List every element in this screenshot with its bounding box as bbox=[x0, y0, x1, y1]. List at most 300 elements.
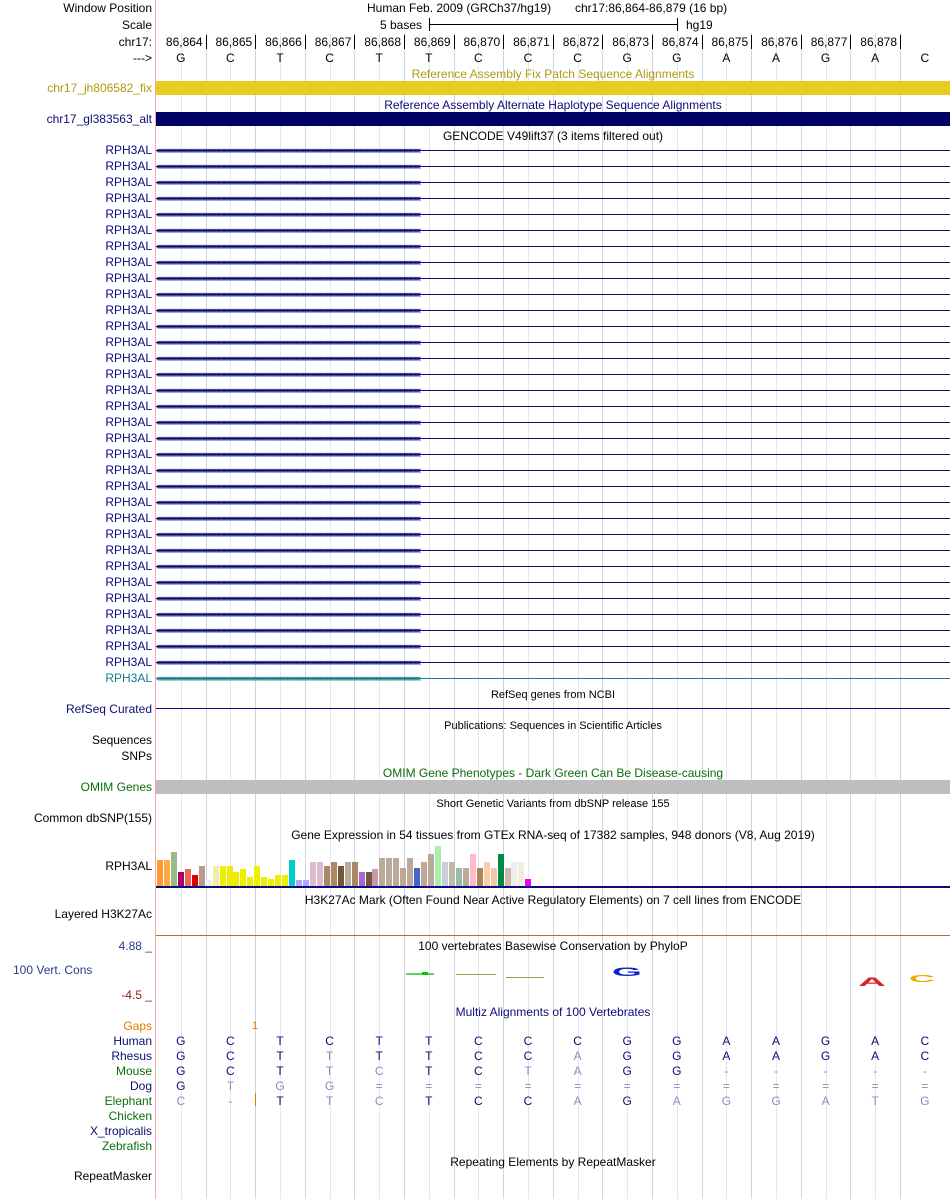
gtex-tissue-bar[interactable] bbox=[275, 875, 281, 886]
conservation-mark-2 bbox=[456, 974, 496, 975]
multiz-base: = bbox=[623, 1079, 631, 1093]
conservation-mark-1-peak bbox=[422, 972, 428, 975]
gencode-transcript-intron[interactable]: ‹‹‹‹‹‹‹‹‹‹‹‹‹‹‹‹‹‹‹‹‹‹‹‹‹‹‹‹‹‹‹‹‹‹‹‹‹‹‹‹‹‹‹‹‹‹‹‹‹‹‹‹‹‹‹‹‹‹‹‹‹‹‹‹‹‹‹‹‹‹‹‹‹‹‹‹‹‹‹‹‹‹‹‹‹‹‹‹‹‹‹‹‹‹‹‹‹‹‹‹‹‹‹‹‹‹‹‹‹‹‹‹‹‹‹‹‹‹‹‹‹‹‹‹‹‹‹‹‹‹‹‹‹‹‹‹‹‹‹‹‹‹‹‹‹‹‹‹‹‹‹‹‹‹‹‹‹‹‹‹‹‹‹‹‹‹‹‹‹‹‹‹‹‹‹‹‹‹‹‹‹‹‹‹‹‹‹‹‹‹‹‹‹‹‹‹‹‹‹‹‹‹‹‹‹‹‹‹‹‹‹‹‹‹‹‹‹‹‹‹‹‹‹‹‹‹‹‹‹‹‹‹‹‹‹‹‹‹‹‹ bbox=[156, 511, 950, 525]
gencode-transcript-label[interactable]: RPH3AL bbox=[105, 447, 152, 461]
multiz-base: C bbox=[374, 1094, 384, 1108]
ruler-tick-label: 86,866 bbox=[265, 35, 302, 49]
multiz-base: = bbox=[673, 1079, 681, 1093]
ruler-tick bbox=[751, 35, 752, 49]
gencode-transcript-intron[interactable]: ‹‹‹‹‹‹‹‹‹‹‹‹‹‹‹‹‹‹‹‹‹‹‹‹‹‹‹‹‹‹‹‹‹‹‹‹‹‹‹‹‹‹‹‹‹‹‹‹‹‹‹‹‹‹‹‹‹‹‹‹‹‹‹‹‹‹‹‹‹‹‹‹‹‹‹‹‹‹‹‹‹‹‹‹‹‹‹‹‹‹‹‹‹‹‹‹‹‹‹‹‹‹‹‹‹‹‹‹‹‹‹‹‹‹‹‹‹‹‹‹‹‹‹‹‹‹‹‹‹‹‹‹‹‹‹‹‹‹‹‹‹‹‹‹‹‹‹‹‹‹‹‹‹‹‹‹‹‹‹‹‹‹‹‹‹‹‹‹‹‹‹‹‹‹‹‹‹‹‹‹‹‹‹‹‹‹‹‹‹‹‹‹‹‹‹‹‹‹‹‹‹‹‹‹‹‹‹‹‹‹‹‹‹‹‹‹‹‹‹‹‹‹‹‹‹‹‹‹‹‹‹‹‹‹‹‹‹‹‹‹ bbox=[156, 175, 950, 189]
ruler-tick bbox=[255, 35, 256, 49]
multiz-base: - bbox=[823, 1064, 828, 1078]
fix-patch-track-title: Reference Assembly Fix Patch Sequence Alignments bbox=[411, 67, 695, 81]
gtex-tissue-bar[interactable] bbox=[213, 866, 219, 886]
gencode-transcript-intron[interactable]: ‹‹‹‹‹‹‹‹‹‹‹‹‹‹‹‹‹‹‹‹‹‹‹‹‹‹‹‹‹‹‹‹‹‹‹‹‹‹‹‹‹‹‹‹‹‹‹‹‹‹‹‹‹‹‹‹‹‹‹‹‹‹‹‹‹‹‹‹‹‹‹‹‹‹‹‹‹‹‹‹‹‹‹‹‹‹‹‹‹‹‹‹‹‹‹‹‹‹‹‹‹‹‹‹‹‹‹‹‹‹‹‹‹‹‹‹‹‹‹‹‹‹‹‹‹‹‹‹‹‹‹‹‹‹‹‹‹‹‹‹‹‹‹‹‹‹‹‹‹‹‹‹‹‹‹‹‹‹‹‹‹‹‹‹‹‹‹‹‹‹‹‹‹‹‹‹‹‹‹‹‹‹‹‹‹‹‹‹‹‹‹‹‹‹‹‹‹‹‹‹‹‹‹‹‹‹‹‹‹‹‹‹‹‹‹‹‹‹‹‹‹‹‹‹‹‹‹‹‹‹‹‹‹‹‹‹‹‹‹‹ bbox=[156, 335, 950, 349]
gtex-tissue-bar[interactable] bbox=[289, 860, 295, 886]
gencode-transcript-intron[interactable]: ‹‹‹‹‹‹‹‹‹‹‹‹‹‹‹‹‹‹‹‹‹‹‹‹‹‹‹‹‹‹‹‹‹‹‹‹‹‹‹‹‹‹‹‹‹‹‹‹‹‹‹‹‹‹‹‹‹‹‹‹‹‹‹‹‹‹‹‹‹‹‹‹‹‹‹‹‹‹‹‹‹‹‹‹‹‹‹‹‹‹‹‹‹‹‹‹‹‹‹‹‹‹‹‹‹‹‹‹‹‹‹‹‹‹‹‹‹‹‹‹‹‹‹‹‹‹‹‹‹‹‹‹‹‹‹‹‹‹‹‹‹‹‹‹‹‹‹‹‹‹‹‹‹‹‹‹‹‹‹‹‹‹‹‹‹‹‹‹‹‹‹‹‹‹‹‹‹‹‹‹‹‹‹‹‹‹‹‹‹‹‹‹‹‹‹‹‹‹‹‹‹‹‹‹‹‹‹‹‹‹‹‹‹‹‹‹‹‹‹‹‹‹‹‹‹‹‹‹‹‹‹‹‹‹‹‹‹‹‹‹ bbox=[156, 671, 950, 685]
gencode-transcript-intron[interactable]: ‹‹‹‹‹‹‹‹‹‹‹‹‹‹‹‹‹‹‹‹‹‹‹‹‹‹‹‹‹‹‹‹‹‹‹‹‹‹‹‹‹‹‹‹‹‹‹‹‹‹‹‹‹‹‹‹‹‹‹‹‹‹‹‹‹‹‹‹‹‹‹‹‹‹‹‹‹‹‹‹‹‹‹‹‹‹‹‹‹‹‹‹‹‹‹‹‹‹‹‹‹‹‹‹‹‹‹‹‹‹‹‹‹‹‹‹‹‹‹‹‹‹‹‹‹‹‹‹‹‹‹‹‹‹‹‹‹‹‹‹‹‹‹‹‹‹‹‹‹‹‹‹‹‹‹‹‹‹‹‹‹‹‹‹‹‹‹‹‹‹‹‹‹‹‹‹‹‹‹‹‹‹‹‹‹‹‹‹‹‹‹‹‹‹‹‹‹‹‹‹‹‹‹‹‹‹‹‹‹‹‹‹‹‹‹‹‹‹‹‹‹‹‹‹‹‹‹‹‹‹‹‹‹‹‹‹‹‹‹‹ bbox=[156, 639, 950, 653]
gtex-tissue-bar[interactable] bbox=[491, 868, 497, 886]
gtex-tissue-bar[interactable] bbox=[268, 879, 274, 886]
conservation-logo-C: C bbox=[908, 974, 935, 985]
gtex-tissue-bar[interactable] bbox=[463, 868, 469, 886]
gencode-transcript-intron[interactable]: ‹‹‹‹‹‹‹‹‹‹‹‹‹‹‹‹‹‹‹‹‹‹‹‹‹‹‹‹‹‹‹‹‹‹‹‹‹‹‹‹‹‹‹‹‹‹‹‹‹‹‹‹‹‹‹‹‹‹‹‹‹‹‹‹‹‹‹‹‹‹‹‹‹‹‹‹‹‹‹‹‹‹‹‹‹‹‹‹‹‹‹‹‹‹‹‹‹‹‹‹‹‹‹‹‹‹‹‹‹‹‹‹‹‹‹‹‹‹‹‹‹‹‹‹‹‹‹‹‹‹‹‹‹‹‹‹‹‹‹‹‹‹‹‹‹‹‹‹‹‹‹‹‹‹‹‹‹‹‹‹‹‹‹‹‹‹‹‹‹‹‹‹‹‹‹‹‹‹‹‹‹‹‹‹‹‹‹‹‹‹‹‹‹‹‹‹‹‹‹‹‹‹‹‹‹‹‹‹‹‹‹‹‹‹‹‹‹‹‹‹‹‹‹‹‹‹‹‹‹‹‹‹‹‹‹‹‹‹‹‹ bbox=[156, 463, 950, 477]
multiz-gaps-label[interactable]: Gaps bbox=[123, 1019, 152, 1033]
multiz-base: = bbox=[425, 1079, 433, 1093]
strand-label: ---> bbox=[133, 51, 152, 65]
gencode-transcript-label[interactable]: RPH3AL bbox=[105, 527, 152, 541]
reference-base: C bbox=[523, 51, 533, 65]
multiz-base: A bbox=[573, 1094, 582, 1108]
gencode-transcript-intron[interactable]: ‹‹‹‹‹‹‹‹‹‹‹‹‹‹‹‹‹‹‹‹‹‹‹‹‹‹‹‹‹‹‹‹‹‹‹‹‹‹‹‹‹‹‹‹‹‹‹‹‹‹‹‹‹‹‹‹‹‹‹‹‹‹‹‹‹‹‹‹‹‹‹‹‹‹‹‹‹‹‹‹‹‹‹‹‹‹‹‹‹‹‹‹‹‹‹‹‹‹‹‹‹‹‹‹‹‹‹‹‹‹‹‹‹‹‹‹‹‹‹‹‹‹‹‹‹‹‹‹‹‹‹‹‹‹‹‹‹‹‹‹‹‹‹‹‹‹‹‹‹‹‹‹‹‹‹‹‹‹‹‹‹‹‹‹‹‹‹‹‹‹‹‹‹‹‹‹‹‹‹‹‹‹‹‹‹‹‹‹‹‹‹‹‹‹‹‹‹‹‹‹‹‹‹‹‹‹‹‹‹‹‹‹‹‹‹‹‹‹‹‹‹‹‹‹‹‹‹‹‹‹‹‹‹‹‹‹‹‹‹‹ bbox=[156, 207, 950, 221]
gtex-tissue-bar[interactable] bbox=[171, 852, 177, 886]
gtex-tissue-bar[interactable] bbox=[498, 854, 504, 886]
reference-base: T bbox=[375, 51, 383, 65]
multiz-base: = bbox=[524, 1079, 532, 1093]
gtex-tissue-bar[interactable] bbox=[317, 862, 323, 886]
multiz-species-label[interactable]: Dog bbox=[129, 1079, 152, 1093]
gtex-tissue-bar[interactable] bbox=[449, 862, 455, 886]
multiz-base: T bbox=[276, 1034, 284, 1048]
gtex-tissue-bar[interactable] bbox=[352, 862, 358, 886]
conservation-logo-G: G bbox=[612, 965, 642, 979]
gencode-transcript-label[interactable]: RPH3AL bbox=[105, 559, 152, 573]
gencode-transcript-intron[interactable]: ‹‹‹‹‹‹‹‹‹‹‹‹‹‹‹‹‹‹‹‹‹‹‹‹‹‹‹‹‹‹‹‹‹‹‹‹‹‹‹‹‹‹‹‹‹‹‹‹‹‹‹‹‹‹‹‹‹‹‹‹‹‹‹‹‹‹‹‹‹‹‹‹‹‹‹‹‹‹‹‹‹‹‹‹‹‹‹‹‹‹‹‹‹‹‹‹‹‹‹‹‹‹‹‹‹‹‹‹‹‹‹‹‹‹‹‹‹‹‹‹‹‹‹‹‹‹‹‹‹‹‹‹‹‹‹‹‹‹‹‹‹‹‹‹‹‹‹‹‹‹‹‹‹‹‹‹‹‹‹‹‹‹‹‹‹‹‹‹‹‹‹‹‹‹‹‹‹‹‹‹‹‹‹‹‹‹‹‹‹‹‹‹‹‹‹‹‹‹‹‹‹‹‹‹‹‹‹‹‹‹‹‹‹‹‹‹‹‹‹‹‹‹‹‹‹‹‹‹‹‹‹‹‹‹‹‹‹‹‹‹ bbox=[156, 255, 950, 269]
multiz-base: G bbox=[622, 1049, 632, 1063]
multiz-base: G bbox=[622, 1064, 632, 1078]
multiz-base: A bbox=[573, 1049, 582, 1063]
multiz-base: G bbox=[820, 1034, 831, 1048]
conservation-mark-1 bbox=[406, 973, 434, 975]
dbsnp-track-title: Short Genetic Variants from dbSNP release 155 bbox=[436, 798, 670, 810]
reference-base: T bbox=[425, 51, 433, 65]
multiz-base: C bbox=[474, 1064, 483, 1078]
reference-base: G bbox=[820, 51, 831, 65]
gencode-transcript-intron[interactable]: ‹‹‹‹‹‹‹‹‹‹‹‹‹‹‹‹‹‹‹‹‹‹‹‹‹‹‹‹‹‹‹‹‹‹‹‹‹‹‹‹‹‹‹‹‹‹‹‹‹‹‹‹‹‹‹‹‹‹‹‹‹‹‹‹‹‹‹‹‹‹‹‹‹‹‹‹‹‹‹‹‹‹‹‹‹‹‹‹‹‹‹‹‹‹‹‹‹‹‹‹‹‹‹‹‹‹‹‹‹‹‹‹‹‹‹‹‹‹‹‹‹‹‹‹‹‹‹‹‹‹‹‹‹‹‹‹‹‹‹‹‹‹‹‹‹‹‹‹‹‹‹‹‹‹‹‹‹‹‹‹‹‹‹‹‹‹‹‹‹‹‹‹‹‹‹‹‹‹‹‹‹‹‹‹‹‹‹‹‹‹‹‹‹‹‹‹‹‹‹‹‹‹‹‹‹‹‹‹‹‹‹‹‹‹‹‹‹‹‹‹‹‹‹‹‹‹‹‹‹‹‹‹‹‹‹‹‹‹‹‹ bbox=[156, 559, 950, 573]
omim-track-label[interactable]: OMIM Genes bbox=[80, 780, 152, 794]
gencode-transcript-intron[interactable]: ‹‹‹‹‹‹‹‹‹‹‹‹‹‹‹‹‹‹‹‹‹‹‹‹‹‹‹‹‹‹‹‹‹‹‹‹‹‹‹‹‹‹‹‹‹‹‹‹‹‹‹‹‹‹‹‹‹‹‹‹‹‹‹‹‹‹‹‹‹‹‹‹‹‹‹‹‹‹‹‹‹‹‹‹‹‹‹‹‹‹‹‹‹‹‹‹‹‹‹‹‹‹‹‹‹‹‹‹‹‹‹‹‹‹‹‹‹‹‹‹‹‹‹‹‹‹‹‹‹‹‹‹‹‹‹‹‹‹‹‹‹‹‹‹‹‹‹‹‹‹‹‹‹‹‹‹‹‹‹‹‹‹‹‹‹‹‹‹‹‹‹‹‹‹‹‹‹‹‹‹‹‹‹‹‹‹‹‹‹‹‹‹‹‹‹‹‹‹‹‹‹‹‹‹‹‹‹‹‹‹‹‹‹‹‹‹‹‹‹‹‹‹‹‹‹‹‹‹‹‹‹‹‹‹‹‹‹‹‹‹ bbox=[156, 655, 950, 669]
gencode-transcript-intron[interactable]: ‹‹‹‹‹‹‹‹‹‹‹‹‹‹‹‹‹‹‹‹‹‹‹‹‹‹‹‹‹‹‹‹‹‹‹‹‹‹‹‹‹‹‹‹‹‹‹‹‹‹‹‹‹‹‹‹‹‹‹‹‹‹‹‹‹‹‹‹‹‹‹‹‹‹‹‹‹‹‹‹‹‹‹‹‹‹‹‹‹‹‹‹‹‹‹‹‹‹‹‹‹‹‹‹‹‹‹‹‹‹‹‹‹‹‹‹‹‹‹‹‹‹‹‹‹‹‹‹‹‹‹‹‹‹‹‹‹‹‹‹‹‹‹‹‹‹‹‹‹‹‹‹‹‹‹‹‹‹‹‹‹‹‹‹‹‹‹‹‹‹‹‹‹‹‹‹‹‹‹‹‹‹‹‹‹‹‹‹‹‹‹‹‹‹‹‹‹‹‹‹‹‹‹‹‹‹‹‹‹‹‹‹‹‹‹‹‹‹‹‹‹‹‹‹‹‹‹‹‹‹‹‹‹‹‹‹‹‹‹‹ bbox=[156, 159, 950, 173]
multiz-base: G bbox=[920, 1094, 930, 1108]
multiz-track-title: Multiz Alignments of 100 Vertebrates bbox=[455, 1005, 651, 1019]
ruler-tick bbox=[801, 35, 802, 49]
multiz-base: G bbox=[721, 1094, 732, 1108]
gtex-tissue-bar[interactable] bbox=[414, 868, 420, 886]
multiz-base: A bbox=[771, 1034, 780, 1048]
gtex-track-title: Gene Expression in 54 tissues from GTEx RNA-seq of 17382 samples, 948 donors (V8, Aug 2019) bbox=[291, 828, 815, 842]
multiz-base: G bbox=[324, 1079, 335, 1093]
multiz-base: A bbox=[771, 1049, 780, 1063]
gtex-tissue-bar[interactable] bbox=[157, 860, 163, 886]
multiz-base: - bbox=[774, 1064, 778, 1078]
position-text: chr17:86,864-86,879 (16 bp) bbox=[575, 1, 728, 15]
gtex-tissue-bar[interactable] bbox=[164, 860, 170, 886]
gencode-transcript-intron[interactable]: ‹‹‹‹‹‹‹‹‹‹‹‹‹‹‹‹‹‹‹‹‹‹‹‹‹‹‹‹‹‹‹‹‹‹‹‹‹‹‹‹‹‹‹‹‹‹‹‹‹‹‹‹‹‹‹‹‹‹‹‹‹‹‹‹‹‹‹‹‹‹‹‹‹‹‹‹‹‹‹‹‹‹‹‹‹‹‹‹‹‹‹‹‹‹‹‹‹‹‹‹‹‹‹‹‹‹‹‹‹‹‹‹‹‹‹‹‹‹‹‹‹‹‹‹‹‹‹‹‹‹‹‹‹‹‹‹‹‹‹‹‹‹‹‹‹‹‹‹‹‹‹‹‹‹‹‹‹‹‹‹‹‹‹‹‹‹‹‹‹‹‹‹‹‹‹‹‹‹‹‹‹‹‹‹‹‹‹‹‹‹‹‹‹‹‹‹‹‹‹‹‹‹‹‹‹‹‹‹‹‹‹‹‹‹‹‹‹‹‹‹‹‹‹‹‹‹‹‹‹‹‹‹‹‹‹‹‹‹‹‹ bbox=[156, 319, 950, 333]
gencode-transcript-label[interactable]: RPH3AL bbox=[105, 159, 152, 173]
gencode-transcript-intron[interactable]: ‹‹‹‹‹‹‹‹‹‹‹‹‹‹‹‹‹‹‹‹‹‹‹‹‹‹‹‹‹‹‹‹‹‹‹‹‹‹‹‹‹‹‹‹‹‹‹‹‹‹‹‹‹‹‹‹‹‹‹‹‹‹‹‹‹‹‹‹‹‹‹‹‹‹‹‹‹‹‹‹‹‹‹‹‹‹‹‹‹‹‹‹‹‹‹‹‹‹‹‹‹‹‹‹‹‹‹‹‹‹‹‹‹‹‹‹‹‹‹‹‹‹‹‹‹‹‹‹‹‹‹‹‹‹‹‹‹‹‹‹‹‹‹‹‹‹‹‹‹‹‹‹‹‹‹‹‹‹‹‹‹‹‹‹‹‹‹‹‹‹‹‹‹‹‹‹‹‹‹‹‹‹‹‹‹‹‹‹‹‹‹‹‹‹‹‹‹‹‹‹‹‹‹‹‹‹‹‹‹‹‹‹‹‹‹‹‹‹‹‹‹‹‹‹‹‹‹‹‹‹‹‹‹‹‹‹‹‹‹‹ bbox=[156, 287, 950, 301]
gencode-transcript-label[interactable]: RPH3AL bbox=[105, 223, 152, 237]
gtex-tissue-bar[interactable] bbox=[421, 862, 427, 886]
gencode-transcript-label[interactable]: RPH3AL bbox=[105, 431, 152, 445]
gencode-transcript-label[interactable]: RPH3AL bbox=[105, 319, 152, 333]
h3k27ac-track-title: H3K27Ac Mark (Often Found Near Active Regulatory Elements) on 7 cell lines from ENCODE bbox=[304, 893, 802, 907]
gtex-tissue-bar[interactable] bbox=[192, 875, 198, 886]
ruler-tick bbox=[503, 35, 504, 49]
gencode-transcript-label[interactable]: RPH3AL bbox=[105, 511, 152, 525]
assembly-text: Human Feb. 2009 (GRCh37/hg19) bbox=[367, 1, 552, 15]
refseq-track-label[interactable]: RefSeq Curated bbox=[65, 702, 152, 716]
multiz-base: - bbox=[922, 1064, 927, 1078]
reference-base: G bbox=[176, 51, 186, 65]
gtex-tissue-bar[interactable] bbox=[261, 877, 267, 886]
conservation-logo-A: A bbox=[858, 975, 886, 989]
multiz-base: T bbox=[276, 1049, 284, 1063]
gencode-transcript-intron[interactable]: ‹‹‹‹‹‹‹‹‹‹‹‹‹‹‹‹‹‹‹‹‹‹‹‹‹‹‹‹‹‹‹‹‹‹‹‹‹‹‹‹‹‹‹‹‹‹‹‹‹‹‹‹‹‹‹‹‹‹‹‹‹‹‹‹‹‹‹‹‹‹‹‹‹‹‹‹‹‹‹‹‹‹‹‹‹‹‹‹‹‹‹‹‹‹‹‹‹‹‹‹‹‹‹‹‹‹‹‹‹‹‹‹‹‹‹‹‹‹‹‹‹‹‹‹‹‹‹‹‹‹‹‹‹‹‹‹‹‹‹‹‹‹‹‹‹‹‹‹‹‹‹‹‹‹‹‹‹‹‹‹‹‹‹‹‹‹‹‹‹‹‹‹‹‹‹‹‹‹‹‹‹‹‹‹‹‹‹‹‹‹‹‹‹‹‹‹‹‹‹‹‹‹‹‹‹‹‹‹‹‹‹‹‹‹‹‹‹‹‹‹‹‹‹‹‹‹‹‹‹‹‹‹‹‹‹‹‹‹‹‹ bbox=[156, 415, 950, 429]
gtex-gene-label[interactable]: RPH3AL bbox=[105, 859, 152, 873]
multiz-base: T bbox=[524, 1064, 532, 1078]
gencode-transcript-label[interactable]: RPH3AL bbox=[105, 271, 152, 285]
h3k27ac-track-label[interactable]: Layered H3K27Ac bbox=[54, 907, 152, 921]
multiz-base: G bbox=[176, 1079, 186, 1093]
gencode-transcript-intron[interactable]: ‹‹‹‹‹‹‹‹‹‹‹‹‹‹‹‹‹‹‹‹‹‹‹‹‹‹‹‹‹‹‹‹‹‹‹‹‹‹‹‹‹‹‹‹‹‹‹‹‹‹‹‹‹‹‹‹‹‹‹‹‹‹‹‹‹‹‹‹‹‹‹‹‹‹‹‹‹‹‹‹‹‹‹‹‹‹‹‹‹‹‹‹‹‹‹‹‹‹‹‹‹‹‹‹‹‹‹‹‹‹‹‹‹‹‹‹‹‹‹‹‹‹‹‹‹‹‹‹‹‹‹‹‹‹‹‹‹‹‹‹‹‹‹‹‹‹‹‹‹‹‹‹‹‹‹‹‹‹‹‹‹‹‹‹‹‹‹‹‹‹‹‹‹‹‹‹‹‹‹‹‹‹‹‹‹‹‹‹‹‹‹‹‹‹‹‹‹‹‹‹‹‹‹‹‹‹‹‹‹‹‹‹‹‹‹‹‹‹‹‹‹‹‹‹‹‹‹‹‹‹‹‹‹‹‹‹‹‹‹‹ bbox=[156, 351, 950, 365]
gencode-transcript-label[interactable]: RPH3AL bbox=[105, 495, 152, 509]
alt-haplotype-track-label[interactable]: chr17_gl383563_alt bbox=[46, 112, 152, 126]
gencode-transcript-label[interactable]: RPH3AL bbox=[105, 623, 152, 637]
reference-base: T bbox=[276, 51, 284, 65]
multiz-base: T bbox=[375, 1034, 383, 1048]
gencode-transcript-label[interactable]: RPH3AL bbox=[105, 543, 152, 557]
refseq-track-title: RefSeq genes from NCBI bbox=[490, 689, 616, 701]
gencode-transcript-label[interactable]: RPH3AL bbox=[105, 367, 152, 381]
gtex-tissue-bar[interactable] bbox=[456, 868, 462, 886]
multiz-base: = bbox=[722, 1079, 730, 1093]
multiz-species-label[interactable]: Mouse bbox=[115, 1064, 152, 1078]
multiz-base: T bbox=[325, 1049, 334, 1063]
multiz-base: A bbox=[871, 1034, 880, 1048]
ruler-tick bbox=[702, 35, 703, 49]
multiz-base: = bbox=[871, 1079, 879, 1093]
gencode-transcript-label[interactable]: RPH3AL bbox=[105, 399, 152, 413]
alt-haplotype-track-title: Reference Assembly Alternate Haplotype Sequence Alignments bbox=[384, 98, 722, 112]
reference-base: C bbox=[325, 51, 334, 65]
gtex-tissue-bar[interactable] bbox=[359, 872, 365, 886]
reference-base: C bbox=[474, 51, 483, 65]
db-text: hg19 bbox=[686, 18, 713, 32]
gencode-transcript-label[interactable]: RPH3AL bbox=[105, 207, 152, 221]
gtex-tissue-bar[interactable] bbox=[345, 862, 351, 886]
ruler-tick bbox=[850, 35, 851, 49]
gtex-tissue-bar[interactable] bbox=[227, 866, 233, 886]
gtex-tissue-bar[interactable] bbox=[379, 858, 385, 886]
gtex-tissue-bar[interactable] bbox=[331, 862, 337, 886]
ruler-tick-label: 86,875 bbox=[711, 35, 749, 49]
reference-base: A bbox=[771, 51, 780, 65]
conservation-logo-area[interactable] bbox=[156, 955, 950, 995]
gencode-transcript-label[interactable]: RPH3AL bbox=[105, 655, 152, 669]
gtex-tissue-bar[interactable] bbox=[525, 879, 531, 886]
gtex-tissue-bar[interactable] bbox=[324, 866, 330, 886]
multiz-base: C bbox=[325, 1034, 334, 1048]
gencode-transcript-intron[interactable]: ‹‹‹‹‹‹‹‹‹‹‹‹‹‹‹‹‹‹‹‹‹‹‹‹‹‹‹‹‹‹‹‹‹‹‹‹‹‹‹‹‹‹‹‹‹‹‹‹‹‹‹‹‹‹‹‹‹‹‹‹‹‹‹‹‹‹‹‹‹‹‹‹‹‹‹‹‹‹‹‹‹‹‹‹‹‹‹‹‹‹‹‹‹‹‹‹‹‹‹‹‹‹‹‹‹‹‹‹‹‹‹‹‹‹‹‹‹‹‹‹‹‹‹‹‹‹‹‹‹‹‹‹‹‹‹‹‹‹‹‹‹‹‹‹‹‹‹‹‹‹‹‹‹‹‹‹‹‹‹‹‹‹‹‹‹‹‹‹‹‹‹‹‹‹‹‹‹‹‹‹‹‹‹‹‹‹‹‹‹‹‹‹‹‹‹‹‹‹‹‹‹‹‹‹‹‹‹‹‹‹‹‹‹‹‹‹‹‹‹‹‹‹‹‹‹‹‹‹‹‹‹‹‹‹‹‹‹‹‹‹ bbox=[156, 223, 950, 237]
ruler-tick-label: 86,876 bbox=[761, 35, 798, 49]
fix-patch-track-label[interactable]: chr17_jh806582_fix bbox=[47, 81, 152, 95]
multiz-species-label[interactable]: Rhesus bbox=[111, 1049, 152, 1063]
alt-haplotype-alignment-bar[interactable] bbox=[156, 112, 950, 126]
gtex-tissue-bar[interactable] bbox=[233, 872, 239, 886]
conservation-mark-3 bbox=[506, 977, 544, 978]
gtex-tissue-bar[interactable] bbox=[442, 862, 448, 886]
multiz-base: - bbox=[724, 1064, 729, 1078]
gencode-transcript-intron[interactable]: ‹‹‹‹‹‹‹‹‹‹‹‹‹‹‹‹‹‹‹‹‹‹‹‹‹‹‹‹‹‹‹‹‹‹‹‹‹‹‹‹‹‹‹‹‹‹‹‹‹‹‹‹‹‹‹‹‹‹‹‹‹‹‹‹‹‹‹‹‹‹‹‹‹‹‹‹‹‹‹‹‹‹‹‹‹‹‹‹‹‹‹‹‹‹‹‹‹‹‹‹‹‹‹‹‹‹‹‹‹‹‹‹‹‹‹‹‹‹‹‹‹‹‹‹‹‹‹‹‹‹‹‹‹‹‹‹‹‹‹‹‹‹‹‹‹‹‹‹‹‹‹‹‹‹‹‹‹‹‹‹‹‹‹‹‹‹‹‹‹‹‹‹‹‹‹‹‹‹‹‹‹‹‹‹‹‹‹‹‹‹‹‹‹‹‹‹‹‹‹‹‹‹‹‹‹‹‹‹‹‹‹‹‹‹‹‹‹‹‹‹‹‹‹‹‹‹‹‹‹‹‹‹‹‹‹‹‹‹‹‹ bbox=[156, 591, 950, 605]
multiz-base: C bbox=[523, 1094, 533, 1108]
gencode-transcript-label[interactable]: RPH3AL bbox=[105, 575, 152, 589]
ruler-tick bbox=[206, 35, 207, 49]
gtex-tissue-bar[interactable] bbox=[428, 854, 434, 886]
refseq-intron-line[interactable] bbox=[156, 708, 950, 709]
ruler-tick-label: 86,865 bbox=[215, 35, 253, 49]
ruler-tick-label: 86,871 bbox=[513, 35, 550, 49]
reference-base: A bbox=[722, 51, 731, 65]
gencode-transcript-intron[interactable]: ‹‹‹‹‹‹‹‹‹‹‹‹‹‹‹‹‹‹‹‹‹‹‹‹‹‹‹‹‹‹‹‹‹‹‹‹‹‹‹‹‹‹‹‹‹‹‹‹‹‹‹‹‹‹‹‹‹‹‹‹‹‹‹‹‹‹‹‹‹‹‹‹‹‹‹‹‹‹‹‹‹‹‹‹‹‹‹‹‹‹‹‹‹‹‹‹‹‹‹‹‹‹‹‹‹‹‹‹‹‹‹‹‹‹‹‹‹‹‹‹‹‹‹‹‹‹‹‹‹‹‹‹‹‹‹‹‹‹‹‹‹‹‹‹‹‹‹‹‹‹‹‹‹‹‹‹‹‹‹‹‹‹‹‹‹‹‹‹‹‹‹‹‹‹‹‹‹‹‹‹‹‹‹‹‹‹‹‹‹‹‹‹‹‹‹‹‹‹‹‹‹‹‹‹‹‹‹‹‹‹‹‹‹‹‹‹‹‹‹‹‹‹‹‹‹‹‹‹‹‹‹‹‹‹‹‹‹‹‹‹ bbox=[156, 527, 950, 541]
ruler-tick-label: 86,878 bbox=[860, 35, 897, 49]
publications-snps-label[interactable]: SNPs bbox=[121, 749, 152, 763]
window-position-label: Window Position bbox=[63, 1, 152, 15]
gtex-tissue-bar[interactable] bbox=[435, 846, 441, 886]
gencode-transcript-label[interactable]: RPH3AL bbox=[105, 415, 152, 429]
reference-base: A bbox=[871, 51, 880, 65]
gtex-tissue-bar[interactable] bbox=[185, 869, 191, 886]
multiz-base: A bbox=[821, 1094, 830, 1108]
multiz-base: T bbox=[871, 1094, 879, 1108]
multiz-base: G bbox=[275, 1079, 285, 1093]
multiz-base: T bbox=[425, 1094, 433, 1108]
multiz-base: C bbox=[226, 1034, 235, 1048]
multiz-base: G bbox=[771, 1094, 781, 1108]
multiz-base: = bbox=[772, 1079, 780, 1093]
multiz-base: A bbox=[722, 1049, 731, 1063]
gencode-transcript-intron[interactable]: ‹‹‹‹‹‹‹‹‹‹‹‹‹‹‹‹‹‹‹‹‹‹‹‹‹‹‹‹‹‹‹‹‹‹‹‹‹‹‹‹‹‹‹‹‹‹‹‹‹‹‹‹‹‹‹‹‹‹‹‹‹‹‹‹‹‹‹‹‹‹‹‹‹‹‹‹‹‹‹‹‹‹‹‹‹‹‹‹‹‹‹‹‹‹‹‹‹‹‹‹‹‹‹‹‹‹‹‹‹‹‹‹‹‹‹‹‹‹‹‹‹‹‹‹‹‹‹‹‹‹‹‹‹‹‹‹‹‹‹‹‹‹‹‹‹‹‹‹‹‹‹‹‹‹‹‹‹‹‹‹‹‹‹‹‹‹‹‹‹‹‹‹‹‹‹‹‹‹‹‹‹‹‹‹‹‹‹‹‹‹‹‹‹‹‹‹‹‹‹‹‹‹‹‹‹‹‹‹‹‹‹‹‹‹‹‹‹‹‹‹‹‹‹‹‹‹‹‹‹‹‹‹‹‹‹‹‹‹‹‹ bbox=[156, 431, 950, 445]
scale-bar bbox=[429, 24, 677, 25]
gencode-transcript-label[interactable]: RPH3AL bbox=[105, 191, 152, 205]
ruler-tick-label: 86,869 bbox=[413, 35, 451, 49]
gtex-tissue-bar[interactable] bbox=[372, 869, 378, 886]
reference-base: G bbox=[672, 51, 682, 65]
multiz-species-label[interactable]: Zebrafish bbox=[101, 1139, 152, 1153]
ruler-tick bbox=[900, 35, 901, 49]
multiz-base: T bbox=[375, 1049, 383, 1063]
ruler-tick bbox=[454, 35, 455, 49]
gtex-tissue-bar[interactable] bbox=[178, 872, 184, 886]
multiz-base: G bbox=[176, 1049, 186, 1063]
multiz-insertion-marker bbox=[255, 1093, 256, 1106]
gencode-transcript-label[interactable]: RPH3AL bbox=[105, 175, 152, 189]
gencode-transcript-intron[interactable]: ‹‹‹‹‹‹‹‹‹‹‹‹‹‹‹‹‹‹‹‹‹‹‹‹‹‹‹‹‹‹‹‹‹‹‹‹‹‹‹‹‹‹‹‹‹‹‹‹‹‹‹‹‹‹‹‹‹‹‹‹‹‹‹‹‹‹‹‹‹‹‹‹‹‹‹‹‹‹‹‹‹‹‹‹‹‹‹‹‹‹‹‹‹‹‹‹‹‹‹‹‹‹‹‹‹‹‹‹‹‹‹‹‹‹‹‹‹‹‹‹‹‹‹‹‹‹‹‹‹‹‹‹‹‹‹‹‹‹‹‹‹‹‹‹‹‹‹‹‹‹‹‹‹‹‹‹‹‹‹‹‹‹‹‹‹‹‹‹‹‹‹‹‹‹‹‹‹‹‹‹‹‹‹‹‹‹‹‹‹‹‹‹‹‹‹‹‹‹‹‹‹‹‹‹‹‹‹‹‹‹‹‹‹‹‹‹‹‹‹‹‹‹‹‹‹‹‹‹‹‹‹‹‹‹‹‹‹‹‹‹ bbox=[156, 479, 950, 493]
multiz-gap-count: 1 bbox=[252, 1020, 259, 1032]
gencode-track-title: GENCODE V49lift37 (3 items filtered out) bbox=[442, 129, 664, 143]
multiz-base: C bbox=[573, 1034, 582, 1048]
omim-track-title: OMIM Gene Phenotypes - Dark Green Can Be Disease-causing bbox=[382, 766, 724, 780]
gtex-tissue-bar[interactable] bbox=[484, 862, 490, 886]
conservation-ymax-label: 4.88 _ bbox=[118, 939, 152, 953]
gtex-tissue-bar[interactable] bbox=[338, 866, 344, 886]
multiz-base: = bbox=[574, 1079, 582, 1093]
gencode-transcript-label[interactable]: RPH3AL bbox=[105, 607, 152, 621]
gtex-tissue-bar[interactable] bbox=[470, 854, 476, 886]
multiz-base: = bbox=[822, 1079, 830, 1093]
conservation-track-label[interactable]: 100 Vert. Cons bbox=[13, 963, 93, 977]
multiz-base: C bbox=[474, 1049, 483, 1063]
publications-sequences-label[interactable]: Sequences bbox=[91, 733, 152, 747]
gencode-transcript-intron[interactable]: ‹‹‹‹‹‹‹‹‹‹‹‹‹‹‹‹‹‹‹‹‹‹‹‹‹‹‹‹‹‹‹‹‹‹‹‹‹‹‹‹‹‹‹‹‹‹‹‹‹‹‹‹‹‹‹‹‹‹‹‹‹‹‹‹‹‹‹‹‹‹‹‹‹‹‹‹‹‹‹‹‹‹‹‹‹‹‹‹‹‹‹‹‹‹‹‹‹‹‹‹‹‹‹‹‹‹‹‹‹‹‹‹‹‹‹‹‹‹‹‹‹‹‹‹‹‹‹‹‹‹‹‹‹‹‹‹‹‹‹‹‹‹‹‹‹‹‹‹‹‹‹‹‹‹‹‹‹‹‹‹‹‹‹‹‹‹‹‹‹‹‹‹‹‹‹‹‹‹‹‹‹‹‹‹‹‹‹‹‹‹‹‹‹‹‹‹‹‹‹‹‹‹‹‹‹‹‹‹‹‹‹‹‹‹‹‹‹‹‹‹‹‹‹‹‹‹‹‹‹‹‹‹‹‹‹‹‹‹‹‹ bbox=[156, 575, 950, 589]
multiz-base: C bbox=[920, 1034, 930, 1048]
gtex-tissue-bar[interactable] bbox=[386, 858, 392, 886]
gtex-tissue-bar[interactable] bbox=[511, 862, 517, 886]
multiz-base: C bbox=[176, 1094, 186, 1108]
gencode-transcript-label[interactable]: RPH3AL bbox=[105, 335, 152, 349]
multiz-species-label[interactable]: Elephant bbox=[104, 1094, 152, 1108]
multiz-base: A bbox=[573, 1064, 582, 1078]
multiz-base: T bbox=[325, 1094, 334, 1108]
gencode-transcript-label[interactable]: RPH3AL bbox=[105, 671, 152, 685]
gencode-transcript-label[interactable]: RPH3AL bbox=[105, 143, 152, 157]
gencode-transcript-label[interactable]: RPH3AL bbox=[105, 303, 152, 317]
conservation-ymin-label: -4.5 _ bbox=[121, 988, 152, 1002]
multiz-base: G bbox=[622, 1094, 632, 1108]
gencode-transcript-label[interactable]: RPH3AL bbox=[105, 255, 152, 269]
gtex-tissue-bar[interactable] bbox=[400, 868, 406, 886]
ruler-tick bbox=[354, 35, 355, 49]
gencode-transcript-label[interactable]: RPH3AL bbox=[105, 639, 152, 653]
reference-base: G bbox=[622, 51, 632, 65]
multiz-base: = bbox=[474, 1079, 482, 1093]
gencode-transcript-intron[interactable]: ‹‹‹‹‹‹‹‹‹‹‹‹‹‹‹‹‹‹‹‹‹‹‹‹‹‹‹‹‹‹‹‹‹‹‹‹‹‹‹‹‹‹‹‹‹‹‹‹‹‹‹‹‹‹‹‹‹‹‹‹‹‹‹‹‹‹‹‹‹‹‹‹‹‹‹‹‹‹‹‹‹‹‹‹‹‹‹‹‹‹‹‹‹‹‹‹‹‹‹‹‹‹‹‹‹‹‹‹‹‹‹‹‹‹‹‹‹‹‹‹‹‹‹‹‹‹‹‹‹‹‹‹‹‹‹‹‹‹‹‹‹‹‹‹‹‹‹‹‹‹‹‹‹‹‹‹‹‹‹‹‹‹‹‹‹‹‹‹‹‹‹‹‹‹‹‹‹‹‹‹‹‹‹‹‹‹‹‹‹‹‹‹‹‹‹‹‹‹‹‹‹‹‹‹‹‹‹‹‹‹‹‹‹‹‹‹‹‹‹‹‹‹‹‹‹‹‹‹‹‹‹‹‹‹‹‹‹‹‹‹ bbox=[156, 367, 950, 381]
multiz-base: A bbox=[871, 1049, 880, 1063]
gencode-transcript-label[interactable]: RPH3AL bbox=[105, 591, 152, 605]
ruler-tick-label: 86,874 bbox=[661, 35, 699, 49]
h3k27ac-signal-line bbox=[156, 935, 950, 936]
scale-bar-right-cap bbox=[677, 18, 678, 31]
gencode-transcript-label[interactable]: RPH3AL bbox=[105, 239, 152, 253]
scale-bar-text: 5 bases bbox=[380, 18, 423, 32]
multiz-base: C bbox=[474, 1094, 483, 1108]
gtex-tissue-bar[interactable] bbox=[366, 872, 372, 886]
multiz-base: T bbox=[325, 1064, 334, 1078]
multiz-base: G bbox=[672, 1034, 682, 1048]
gtex-tissue-bar[interactable] bbox=[505, 868, 511, 886]
gencode-transcript-label[interactable]: RPH3AL bbox=[105, 351, 152, 365]
multiz-base: = bbox=[921, 1079, 929, 1093]
multiz-base: G bbox=[176, 1034, 186, 1048]
multiz-base: C bbox=[523, 1034, 533, 1048]
multiz-base: T bbox=[226, 1079, 235, 1093]
publications-track-title: Publications: Sequences in Scientific Articles bbox=[444, 720, 662, 732]
multiz-base: G bbox=[672, 1064, 682, 1078]
repeatmasker-track-label[interactable]: RepeatMasker bbox=[73, 1169, 152, 1183]
gencode-transcript-intron[interactable]: ‹‹‹‹‹‹‹‹‹‹‹‹‹‹‹‹‹‹‹‹‹‹‹‹‹‹‹‹‹‹‹‹‹‹‹‹‹‹‹‹‹‹‹‹‹‹‹‹‹‹‹‹‹‹‹‹‹‹‹‹‹‹‹‹‹‹‹‹‹‹‹‹‹‹‹‹‹‹‹‹‹‹‹‹‹‹‹‹‹‹‹‹‹‹‹‹‹‹‹‹‹‹‹‹‹‹‹‹‹‹‹‹‹‹‹‹‹‹‹‹‹‹‹‹‹‹‹‹‹‹‹‹‹‹‹‹‹‹‹‹‹‹‹‹‹‹‹‹‹‹‹‹‹‹‹‹‹‹‹‹‹‹‹‹‹‹‹‹‹‹‹‹‹‹‹‹‹‹‹‹‹‹‹‹‹‹‹‹‹‹‹‹‹‹‹‹‹‹‹‹‹‹‹‹‹‹‹‹‹‹‹‹‹‹‹‹‹‹‹‹‹‹‹‹‹‹‹‹‹‹‹‹‹‹‹‹‹‹‹‹ bbox=[156, 191, 950, 205]
gencode-transcript-intron[interactable]: ‹‹‹‹‹‹‹‹‹‹‹‹‹‹‹‹‹‹‹‹‹‹‹‹‹‹‹‹‹‹‹‹‹‹‹‹‹‹‹‹‹‹‹‹‹‹‹‹‹‹‹‹‹‹‹‹‹‹‹‹‹‹‹‹‹‹‹‹‹‹‹‹‹‹‹‹‹‹‹‹‹‹‹‹‹‹‹‹‹‹‹‹‹‹‹‹‹‹‹‹‹‹‹‹‹‹‹‹‹‹‹‹‹‹‹‹‹‹‹‹‹‹‹‹‹‹‹‹‹‹‹‹‹‹‹‹‹‹‹‹‹‹‹‹‹‹‹‹‹‹‹‹‹‹‹‹‹‹‹‹‹‹‹‹‹‹‹‹‹‹‹‹‹‹‹‹‹‹‹‹‹‹‹‹‹‹‹‹‹‹‹‹‹‹‹‹‹‹‹‹‹‹‹‹‹‹‹‹‹‹‹‹‹‹‹‹‹‹‹‹‹‹‹‹‹‹‹‹‹‹‹‹‹‹‹‹‹‹‹‹ bbox=[156, 607, 950, 621]
scale-label: Scale bbox=[121, 18, 152, 32]
gtex-tissue-bar[interactable] bbox=[477, 868, 483, 886]
gencode-transcript-label[interactable]: RPH3AL bbox=[105, 383, 152, 397]
scale-bar-left-cap bbox=[429, 18, 430, 31]
multiz-base: C bbox=[226, 1064, 235, 1078]
multiz-base: - bbox=[873, 1064, 878, 1078]
fix-patch-alignment-bar[interactable] bbox=[156, 81, 950, 95]
conservation-track-title: 100 vertebrates Basewise Conservation by PhyloP bbox=[418, 939, 688, 953]
gtex-tissue-bar[interactable] bbox=[220, 866, 226, 886]
multiz-base: T bbox=[276, 1094, 284, 1108]
gtex-tissue-bar[interactable] bbox=[240, 869, 246, 886]
chrom-label: chr17: bbox=[118, 35, 152, 49]
multiz-species-label[interactable]: Human bbox=[113, 1034, 152, 1048]
gencode-transcript-label[interactable]: RPH3AL bbox=[105, 463, 152, 477]
multiz-base: C bbox=[226, 1049, 235, 1063]
reference-base: C bbox=[920, 51, 930, 65]
multiz-base: G bbox=[176, 1064, 186, 1078]
multiz-base: C bbox=[374, 1064, 384, 1078]
ruler-tick-label: 86,873 bbox=[612, 35, 649, 49]
ruler-tick-label: 86,872 bbox=[562, 35, 600, 49]
dbsnp-track-label[interactable]: Common dbSNP(155) bbox=[33, 811, 152, 825]
gencode-transcript-intron[interactable]: ‹‹‹‹‹‹‹‹‹‹‹‹‹‹‹‹‹‹‹‹‹‹‹‹‹‹‹‹‹‹‹‹‹‹‹‹‹‹‹‹‹‹‹‹‹‹‹‹‹‹‹‹‹‹‹‹‹‹‹‹‹‹‹‹‹‹‹‹‹‹‹‹‹‹‹‹‹‹‹‹‹‹‹‹‹‹‹‹‹‹‹‹‹‹‹‹‹‹‹‹‹‹‹‹‹‹‹‹‹‹‹‹‹‹‹‹‹‹‹‹‹‹‹‹‹‹‹‹‹‹‹‹‹‹‹‹‹‹‹‹‹‹‹‹‹‹‹‹‹‹‹‹‹‹‹‹‹‹‹‹‹‹‹‹‹‹‹‹‹‹‹‹‹‹‹‹‹‹‹‹‹‹‹‹‹‹‹‹‹‹‹‹‹‹‹‹‹‹‹‹‹‹‹‹‹‹‹‹‹‹‹‹‹‹‹‹‹‹‹‹‹‹‹‹‹‹‹‹‹‹‹‹‹‹‹‹‹‹‹‹ bbox=[156, 495, 950, 509]
ruler-tick bbox=[404, 35, 405, 49]
ruler-tick bbox=[305, 35, 306, 49]
multiz-base: G bbox=[672, 1049, 682, 1063]
gencode-transcript-label[interactable]: RPH3AL bbox=[105, 479, 152, 493]
multiz-species-label[interactable]: Chicken bbox=[108, 1109, 152, 1123]
multiz-base: C bbox=[474, 1034, 483, 1048]
ruler-tick bbox=[652, 35, 653, 49]
multiz-base: G bbox=[622, 1034, 632, 1048]
multiz-species-label[interactable]: X_tropicalis bbox=[89, 1124, 152, 1138]
gencode-transcript-intron[interactable]: ‹‹‹‹‹‹‹‹‹‹‹‹‹‹‹‹‹‹‹‹‹‹‹‹‹‹‹‹‹‹‹‹‹‹‹‹‹‹‹‹‹‹‹‹‹‹‹‹‹‹‹‹‹‹‹‹‹‹‹‹‹‹‹‹‹‹‹‹‹‹‹‹‹‹‹‹‹‹‹‹‹‹‹‹‹‹‹‹‹‹‹‹‹‹‹‹‹‹‹‹‹‹‹‹‹‹‹‹‹‹‹‹‹‹‹‹‹‹‹‹‹‹‹‹‹‹‹‹‹‹‹‹‹‹‹‹‹‹‹‹‹‹‹‹‹‹‹‹‹‹‹‹‹‹‹‹‹‹‹‹‹‹‹‹‹‹‹‹‹‹‹‹‹‹‹‹‹‹‹‹‹‹‹‹‹‹‹‹‹‹‹‹‹‹‹‹‹‹‹‹‹‹‹‹‹‹‹‹‹‹‹‹‹‹‹‹‹‹‹‹‹‹‹‹‹‹‹‹‹‹‹‹‹‹‹‹‹‹‹‹ bbox=[156, 239, 950, 253]
gencode-transcript-intron[interactable]: ‹‹‹‹‹‹‹‹‹‹‹‹‹‹‹‹‹‹‹‹‹‹‹‹‹‹‹‹‹‹‹‹‹‹‹‹‹‹‹‹‹‹‹‹‹‹‹‹‹‹‹‹‹‹‹‹‹‹‹‹‹‹‹‹‹‹‹‹‹‹‹‹‹‹‹‹‹‹‹‹‹‹‹‹‹‹‹‹‹‹‹‹‹‹‹‹‹‹‹‹‹‹‹‹‹‹‹‹‹‹‹‹‹‹‹‹‹‹‹‹‹‹‹‹‹‹‹‹‹‹‹‹‹‹‹‹‹‹‹‹‹‹‹‹‹‹‹‹‹‹‹‹‹‹‹‹‹‹‹‹‹‹‹‹‹‹‹‹‹‹‹‹‹‹‹‹‹‹‹‹‹‹‹‹‹‹‹‹‹‹‹‹‹‹‹‹‹‹‹‹‹‹‹‹‹‹‹‹‹‹‹‹‹‹‹‹‹‹‹‹‹‹‹‹‹‹‹‹‹‹‹‹‹‹‹‹‹‹‹‹ bbox=[156, 143, 950, 157]
gtex-tissue-bar[interactable] bbox=[393, 858, 399, 886]
reference-base: C bbox=[226, 51, 235, 65]
multiz-base: - bbox=[228, 1094, 233, 1108]
ruler-tick bbox=[602, 35, 603, 49]
omim-gene-bar[interactable] bbox=[156, 780, 950, 794]
gencode-transcript-label[interactable]: RPH3AL bbox=[105, 287, 152, 301]
gtex-tissue-bar[interactable] bbox=[282, 875, 288, 886]
multiz-base: T bbox=[425, 1034, 433, 1048]
gencode-transcript-intron[interactable]: ‹‹‹‹‹‹‹‹‹‹‹‹‹‹‹‹‹‹‹‹‹‹‹‹‹‹‹‹‹‹‹‹‹‹‹‹‹‹‹‹‹‹‹‹‹‹‹‹‹‹‹‹‹‹‹‹‹‹‹‹‹‹‹‹‹‹‹‹‹‹‹‹‹‹‹‹‹‹‹‹‹‹‹‹‹‹‹‹‹‹‹‹‹‹‹‹‹‹‹‹‹‹‹‹‹‹‹‹‹‹‹‹‹‹‹‹‹‹‹‹‹‹‹‹‹‹‹‹‹‹‹‹‹‹‹‹‹‹‹‹‹‹‹‹‹‹‹‹‹‹‹‹‹‹‹‹‹‹‹‹‹‹‹‹‹‹‹‹‹‹‹‹‹‹‹‹‹‹‹‹‹‹‹‹‹‹‹‹‹‹‹‹‹‹‹‹‹‹‹‹‹‹‹‹‹‹‹‹‹‹‹‹‹‹‹‹‹‹‹‹‹‹‹‹‹‹‹‹‹‹‹‹‹‹‹‹‹‹‹‹ bbox=[156, 383, 950, 397]
ruler-tick-label: 86,868 bbox=[364, 35, 401, 49]
gtex-tissue-bar[interactable] bbox=[518, 862, 524, 886]
ruler-tick-label: 86,867 bbox=[314, 35, 352, 49]
multiz-base: T bbox=[425, 1064, 433, 1078]
gencode-transcript-intron[interactable]: ‹‹‹‹‹‹‹‹‹‹‹‹‹‹‹‹‹‹‹‹‹‹‹‹‹‹‹‹‹‹‹‹‹‹‹‹‹‹‹‹‹‹‹‹‹‹‹‹‹‹‹‹‹‹‹‹‹‹‹‹‹‹‹‹‹‹‹‹‹‹‹‹‹‹‹‹‹‹‹‹‹‹‹‹‹‹‹‹‹‹‹‹‹‹‹‹‹‹‹‹‹‹‹‹‹‹‹‹‹‹‹‹‹‹‹‹‹‹‹‹‹‹‹‹‹‹‹‹‹‹‹‹‹‹‹‹‹‹‹‹‹‹‹‹‹‹‹‹‹‹‹‹‹‹‹‹‹‹‹‹‹‹‹‹‹‹‹‹‹‹‹‹‹‹‹‹‹‹‹‹‹‹‹‹‹‹‹‹‹‹‹‹‹‹‹‹‹‹‹‹‹‹‹‹‹‹‹‹‹‹‹‹‹‹‹‹‹‹‹‹‹‹‹‹‹‹‹‹‹‹‹‹‹‹‹‹‹‹‹‹ bbox=[156, 399, 950, 413]
multiz-base: C bbox=[523, 1049, 533, 1063]
gtex-tissue-bar[interactable] bbox=[407, 858, 413, 886]
gtex-tissue-bar[interactable] bbox=[247, 877, 253, 886]
gtex-tissue-bar[interactable] bbox=[310, 862, 316, 886]
ruler-tick bbox=[553, 35, 554, 49]
multiz-base: A bbox=[722, 1034, 731, 1048]
gencode-transcript-intron[interactable]: ‹‹‹‹‹‹‹‹‹‹‹‹‹‹‹‹‹‹‹‹‹‹‹‹‹‹‹‹‹‹‹‹‹‹‹‹‹‹‹‹‹‹‹‹‹‹‹‹‹‹‹‹‹‹‹‹‹‹‹‹‹‹‹‹‹‹‹‹‹‹‹‹‹‹‹‹‹‹‹‹‹‹‹‹‹‹‹‹‹‹‹‹‹‹‹‹‹‹‹‹‹‹‹‹‹‹‹‹‹‹‹‹‹‹‹‹‹‹‹‹‹‹‹‹‹‹‹‹‹‹‹‹‹‹‹‹‹‹‹‹‹‹‹‹‹‹‹‹‹‹‹‹‹‹‹‹‹‹‹‹‹‹‹‹‹‹‹‹‹‹‹‹‹‹‹‹‹‹‹‹‹‹‹‹‹‹‹‹‹‹‹‹‹‹‹‹‹‹‹‹‹‹‹‹‹‹‹‹‹‹‹‹‹‹‹‹‹‹‹‹‹‹‹‹‹‹‹‹‹‹‹‹‹‹‹‹‹‹‹‹ bbox=[156, 271, 950, 285]
gencode-transcript-intron[interactable]: ‹‹‹‹‹‹‹‹‹‹‹‹‹‹‹‹‹‹‹‹‹‹‹‹‹‹‹‹‹‹‹‹‹‹‹‹‹‹‹‹‹‹‹‹‹‹‹‹‹‹‹‹‹‹‹‹‹‹‹‹‹‹‹‹‹‹‹‹‹‹‹‹‹‹‹‹‹‹‹‹‹‹‹‹‹‹‹‹‹‹‹‹‹‹‹‹‹‹‹‹‹‹‹‹‹‹‹‹‹‹‹‹‹‹‹‹‹‹‹‹‹‹‹‹‹‹‹‹‹‹‹‹‹‹‹‹‹‹‹‹‹‹‹‹‹‹‹‹‹‹‹‹‹‹‹‹‹‹‹‹‹‹‹‹‹‹‹‹‹‹‹‹‹‹‹‹‹‹‹‹‹‹‹‹‹‹‹‹‹‹‹‹‹‹‹‹‹‹‹‹‹‹‹‹‹‹‹‹‹‹‹‹‹‹‹‹‹‹‹‹‹‹‹‹‹‹‹‹‹‹‹‹‹‹‹‹‹‹‹‹ bbox=[156, 623, 950, 637]
gtex-tissue-bar[interactable] bbox=[254, 866, 260, 886]
gencode-transcript-intron[interactable]: ‹‹‹‹‹‹‹‹‹‹‹‹‹‹‹‹‹‹‹‹‹‹‹‹‹‹‹‹‹‹‹‹‹‹‹‹‹‹‹‹‹‹‹‹‹‹‹‹‹‹‹‹‹‹‹‹‹‹‹‹‹‹‹‹‹‹‹‹‹‹‹‹‹‹‹‹‹‹‹‹‹‹‹‹‹‹‹‹‹‹‹‹‹‹‹‹‹‹‹‹‹‹‹‹‹‹‹‹‹‹‹‹‹‹‹‹‹‹‹‹‹‹‹‹‹‹‹‹‹‹‹‹‹‹‹‹‹‹‹‹‹‹‹‹‹‹‹‹‹‹‹‹‹‹‹‹‹‹‹‹‹‹‹‹‹‹‹‹‹‹‹‹‹‹‹‹‹‹‹‹‹‹‹‹‹‹‹‹‹‹‹‹‹‹‹‹‹‹‹‹‹‹‹‹‹‹‹‹‹‹‹‹‹‹‹‹‹‹‹‹‹‹‹‹‹‹‹‹‹‹‹‹‹‹‹‹‹‹‹‹ bbox=[156, 543, 950, 557]
multiz-base: C bbox=[920, 1049, 930, 1063]
gencode-transcript-intron[interactable]: ‹‹‹‹‹‹‹‹‹‹‹‹‹‹‹‹‹‹‹‹‹‹‹‹‹‹‹‹‹‹‹‹‹‹‹‹‹‹‹‹‹‹‹‹‹‹‹‹‹‹‹‹‹‹‹‹‹‹‹‹‹‹‹‹‹‹‹‹‹‹‹‹‹‹‹‹‹‹‹‹‹‹‹‹‹‹‹‹‹‹‹‹‹‹‹‹‹‹‹‹‹‹‹‹‹‹‹‹‹‹‹‹‹‹‹‹‹‹‹‹‹‹‹‹‹‹‹‹‹‹‹‹‹‹‹‹‹‹‹‹‹‹‹‹‹‹‹‹‹‹‹‹‹‹‹‹‹‹‹‹‹‹‹‹‹‹‹‹‹‹‹‹‹‹‹‹‹‹‹‹‹‹‹‹‹‹‹‹‹‹‹‹‹‹‹‹‹‹‹‹‹‹‹‹‹‹‹‹‹‹‹‹‹‹‹‹‹‹‹‹‹‹‹‹‹‹‹‹‹‹‹‹‹‹‹‹‹‹‹‹ bbox=[156, 447, 950, 461]
multiz-base: A bbox=[672, 1094, 681, 1108]
ruler-tick-label: 86,877 bbox=[810, 35, 848, 49]
gtex-gene-line bbox=[156, 886, 950, 888]
gtex-tissue-bar[interactable] bbox=[199, 866, 205, 886]
multiz-base: T bbox=[276, 1064, 284, 1078]
ruler-tick-label: 86,864 bbox=[165, 35, 203, 49]
gencode-transcript-intron[interactable]: ‹‹‹‹‹‹‹‹‹‹‹‹‹‹‹‹‹‹‹‹‹‹‹‹‹‹‹‹‹‹‹‹‹‹‹‹‹‹‹‹‹‹‹‹‹‹‹‹‹‹‹‹‹‹‹‹‹‹‹‹‹‹‹‹‹‹‹‹‹‹‹‹‹‹‹‹‹‹‹‹‹‹‹‹‹‹‹‹‹‹‹‹‹‹‹‹‹‹‹‹‹‹‹‹‹‹‹‹‹‹‹‹‹‹‹‹‹‹‹‹‹‹‹‹‹‹‹‹‹‹‹‹‹‹‹‹‹‹‹‹‹‹‹‹‹‹‹‹‹‹‹‹‹‹‹‹‹‹‹‹‹‹‹‹‹‹‹‹‹‹‹‹‹‹‹‹‹‹‹‹‹‹‹‹‹‹‹‹‹‹‹‹‹‹‹‹‹‹‹‹‹‹‹‹‹‹‹‹‹‹‹‹‹‹‹‹‹‹‹‹‹‹‹‹‹‹‹‹‹‹‹‹‹‹‹‹‹‹‹‹ bbox=[156, 303, 950, 317]
